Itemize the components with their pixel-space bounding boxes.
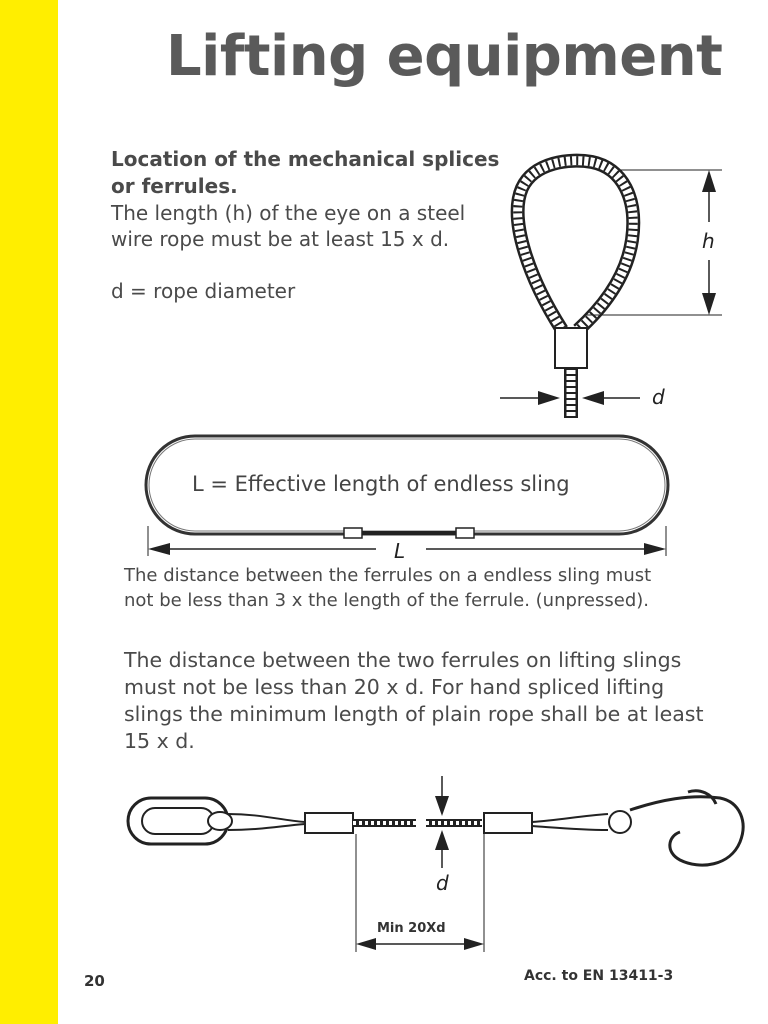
- yellow-sidebar: [0, 0, 58, 1024]
- standard-reference: Acc. to EN 13411-3: [524, 968, 674, 984]
- eye-splice-diagram: [490, 150, 730, 430]
- page-number: 20: [84, 972, 105, 990]
- d-label: d: [652, 385, 665, 409]
- page-title: Lifting equipment: [166, 24, 723, 89]
- intro-section: [111, 146, 501, 304]
- endless-sling-diagram: [136, 430, 676, 562]
- lifting-sling-diagram: [120, 770, 750, 955]
- length-L-label: L: [394, 539, 406, 562]
- rope-d-label: d: [436, 871, 449, 895]
- ferrule-distance-lifting-rule: The distance between the two ferrules on lifting slings must not be less than 20 x d. For hand spliced lifting slings the minimum length of plain rope shall be at least 15 x d.: [124, 648, 704, 753]
- h-label: h: [702, 229, 715, 253]
- diameter-definition: d = rope diameter: [111, 279, 296, 303]
- ferrule-distance-endless-rule: The distance between the ferrules on a endless sling must not be less than 3 x the length of the ferrule. (unpressed).: [124, 565, 652, 611]
- min-distance-label: Min 20Xd: [377, 921, 446, 936]
- section-heading: Location of the mechanical splices or ferrules.: [111, 147, 500, 198]
- eye-length-rule: The length (h) of the eye on a steel wire rope must be at least 15 x d.: [111, 201, 466, 251]
- endless-sling-caption: L = Effective length of endless sling: [192, 472, 570, 496]
